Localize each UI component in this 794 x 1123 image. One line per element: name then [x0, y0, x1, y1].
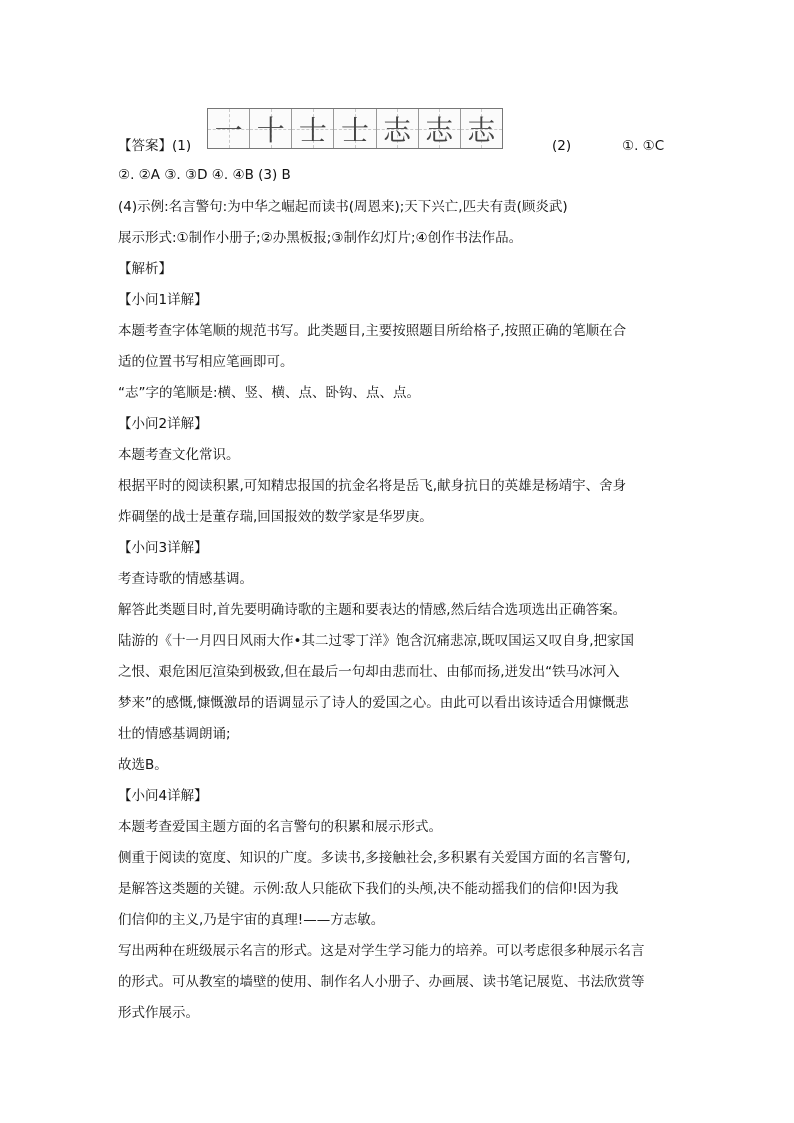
- answer-label: 【答案】: [118, 138, 172, 154]
- part1-marker: (1): [172, 138, 192, 154]
- q4-line: 们信仰的主义,乃是宇宙的真理!——方志敏。: [118, 912, 385, 928]
- q4-line: 写出两种在班级展示名言的形式。这是对学生学习能力的培养。可以考虑很多种展示名言: [118, 943, 645, 959]
- stroke-cell: 志: [419, 109, 461, 148]
- q3-line: 之恨、艰危困厄渲染到极致,但在最后一句却由悲而壮、由郁而扬,迸发出“铁马冰河入: [118, 664, 620, 680]
- stroke-cell: 十: [250, 109, 292, 148]
- part2-first-answer: ①. ①C: [622, 138, 665, 154]
- q1-line: 本题考查字体笔顺的规范书写。此类题目,主要按照题目所给格子,按照正确的笔顺在合: [118, 323, 627, 339]
- q1-line: “志”字的笔顺是:横、竖、横、点、卧钩、点、点。: [118, 385, 421, 401]
- stroke-order-grid: [207, 108, 503, 149]
- answer-label-line: [118, 137, 191, 155]
- q4-line: 形式作展示。: [118, 1005, 199, 1021]
- q3-line: 陆游的《十一月四日风雨大作•其二过零丁洋》饱含沉痛悲凉,既叹国运又叹自身,把家国: [118, 633, 635, 649]
- q2-line: 本题考查文化常识。: [118, 447, 240, 463]
- answer-line-2: ②. ②A ③. ③D ④. ④B (3) B: [118, 167, 291, 183]
- stroke-cell: 志: [461, 109, 502, 148]
- q3-line: 考查诗歌的情感基调。: [118, 571, 253, 587]
- q3-line: 壮的情感基调朗诵;: [118, 726, 231, 742]
- q4-line: 的形式。可从教室的墙壁的使用、制作名人小册子、办画展、读书笔记展览、书法欣赏等: [118, 974, 645, 990]
- q2-line: 炸碉堡的战士是董存瑞,回国报效的数学家是华罗庚。: [118, 509, 433, 525]
- q4-line: 本题考查爱国主题方面的名言警句的积累和展示形式。: [118, 819, 442, 835]
- q3-line: 梦来”的感慨,慷慨激昂的语调显示了诗人的爱国之心。由此可以看出该诗适合用慷慨悲: [118, 695, 629, 711]
- part2-marker: (2): [552, 138, 572, 154]
- stroke-cell: 一: [208, 109, 250, 148]
- analysis-label: 【解析】: [118, 261, 172, 277]
- answer-line-3: (4)示例:名言警句:为中华之崛起而读书(周恩来);天下兴亡,匹夫有责(顾炎武): [118, 199, 568, 215]
- q3-line: 故选B。: [118, 757, 168, 773]
- stroke-cell: 志: [377, 109, 419, 148]
- stroke-cell: 士: [292, 109, 334, 148]
- answer-line-4: 展示形式:①制作小册子;②办黑板报;③制作幻灯片;④创作书法作品。: [118, 230, 523, 246]
- q4-line: 侧重于阅读的宽度、知识的广度。多读书,多接触社会,多积累有关爱国方面的名言警句,: [118, 850, 631, 866]
- q3-heading: 【小问3详解】: [118, 540, 208, 556]
- q3-line: 解答此类题目时,首先要明确诗歌的主题和要表达的情感,然后结合选项选出正确答案。: [118, 602, 627, 618]
- q2-heading: 【小问2详解】: [118, 416, 208, 432]
- q1-line: 适的位置书写相应笔画即可。: [118, 354, 294, 370]
- q4-line: 是解答这类题的关键。示例:敌人只能砍下我们的头颅,决不能动摇我们的信仰!因为我: [118, 881, 619, 897]
- q2-line: 根据平时的阅读积累,可知精忠报国的抗金名将是岳飞,献身抗日的英雄是杨靖宇、舍身: [118, 478, 627, 494]
- q1-heading: 【小问1详解】: [118, 292, 208, 308]
- stroke-cell: 士: [334, 109, 376, 148]
- q4-heading: 【小问4详解】: [118, 788, 208, 804]
